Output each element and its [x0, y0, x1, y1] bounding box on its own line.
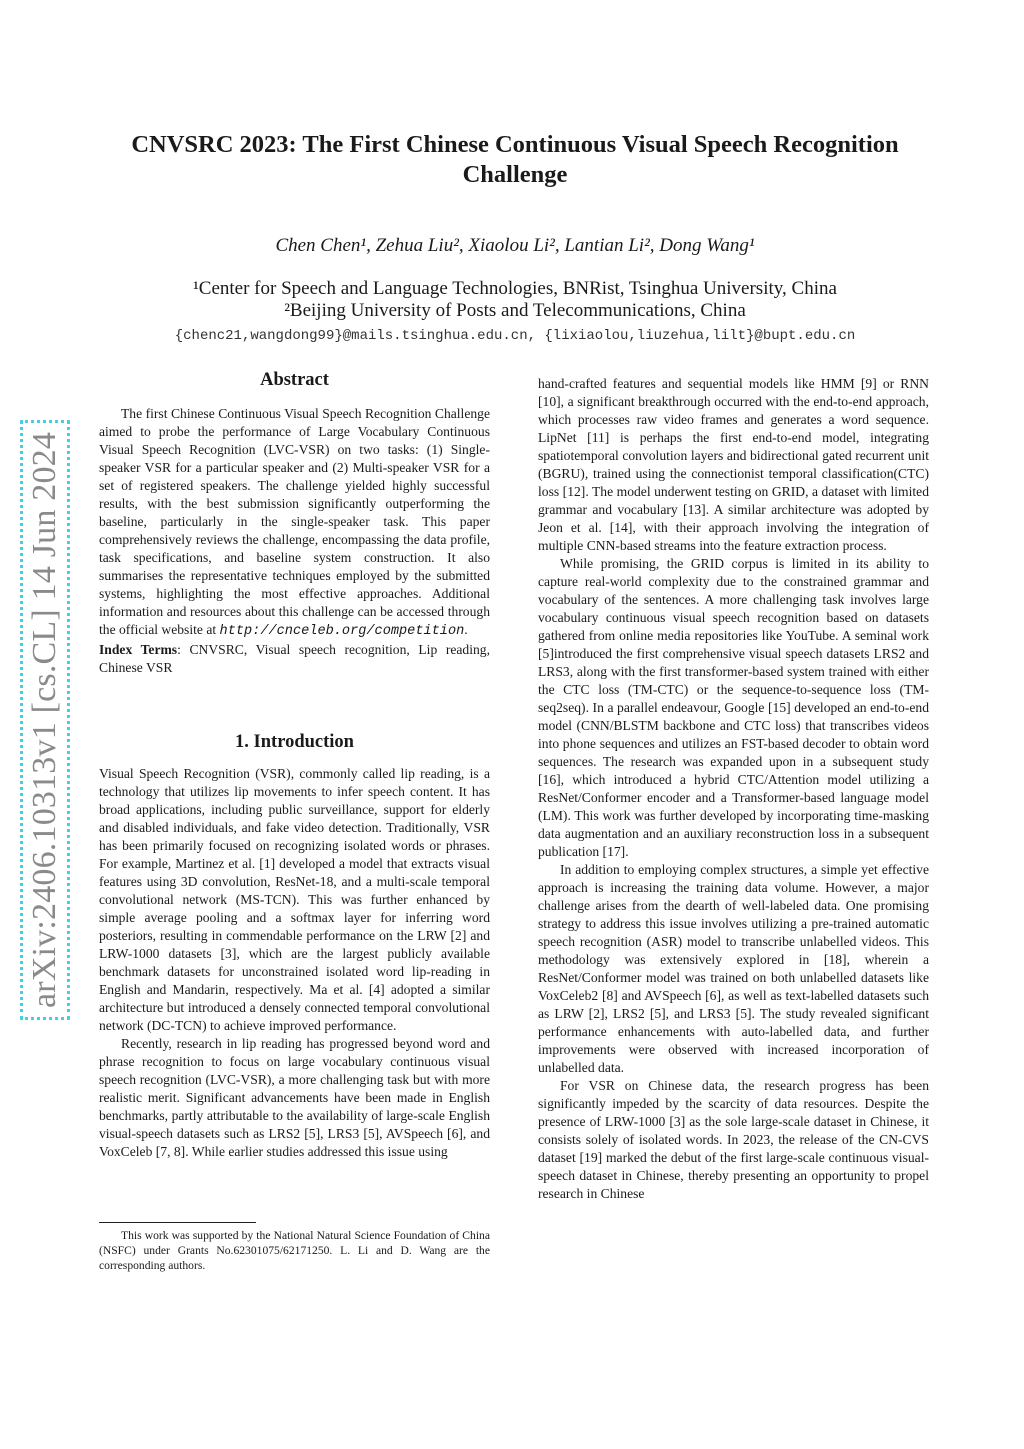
- introduction-right-column: [538, 375, 929, 1203]
- abstract-heading: Abstract: [260, 370, 329, 390]
- abstract-section: [99, 405, 490, 677]
- website-link[interactable]: http://cnceleb.org/competition: [219, 624, 465, 639]
- intro-paragraph-1: Visual Speech Recognition (VSR), commonly called lip reading, is a technology that utilizes lip movements to infer speech content. It has broad applications, including public surveillance, support for elderly and disabled individuals, and fake video detection. Traditionally, VSR has been primarily focused on recognizing isolated words or phrases. For example, Martinez et al. [1] developed a model that extracts visual features using 3D convolution, ResNet-18, and a multi-scale temporal convolutional network (MS-TCN). This was further enhanced by simple average pooling and a softmax layer for inferring word posteriors, resulting in commendable performance on the LRW [2] and LRW-1000 datasets [3], which are the largest publicly available benchmark datasets for unconstrained isolated word lip-reading in English and Mandarin, respectively. Ma et al. [4] adopted a similar architecture but introduced a densely connected temporal convolutional network (DC-TCN) to achieve improved performance.: [99, 766, 490, 1033]
- abstract-text: The first Chinese Continuous Visual Speech Recognition Challenge aimed to probe the performance of Large Vocabulary Continuous Visual Speech Recognition (LVC-VSR) on two tasks: (1) Single-speaker VSR for a particular speaker and (2) Multi-speaker VSR for a set of registered speakers. The challenge yielded highly successful results, with the best submission significantly outperforming the baseline, particularly in the single-speaker task. This paper comprehensively reviews the challenge, encompassing the data profile, task specifications, and baseline system construction. It also summarises the representative techniques employed by the submitted systems, highlighting the most effective approaches. Additional information and resources about this challenge can be accessed through the official website at: [99, 406, 490, 637]
- paper-title: CNVSRC 2023: The First Chinese Continuous Visual Speech Recognition Challenge: [131, 131, 899, 188]
- affiliation-2: ²Beijing University of Posts and Telecommunications, China: [284, 300, 746, 321]
- abstract-paragraph: [99, 405, 490, 641]
- index-terms: [99, 641, 490, 677]
- right-paragraph-3: In addition to employing complex structures, a simple yet effective approach is increasing the training data volume. However, a major challenge arises from the dearth of well-labeled data. One promising strategy to address this issue involves utilizing a pre-trained automatic speech recognition (ASR) model to transcribe unlabelled videos. This methodology was extensively explored in [18], wherein a ResNet/Conformer model was trained on both unlabelled datasets like VoxCeleb2 [8] and AVSpeech [6], as well as text-labelled datasets such as LRW [2], LRS2 [5], and LRS3 [5]. The study revealed significant performance enhancements with auto-labelled data, and further improvements were observed with increased incorporation of unlabelled data.: [538, 862, 929, 1075]
- author-emails: {chenc21,wangdong99}@mails.tsinghua.edu.cn, {lixiaolou,liuzehua,lilt}@bupt.edu.cn: [174, 328, 856, 344]
- affiliation-1: ¹Center for Speech and Language Technologies, BNRist, Tsinghua University, China: [193, 278, 837, 299]
- index-terms-label: Index Terms: [99, 642, 178, 657]
- right-paragraph-4: For VSR on Chinese data, the research progress has been significantly impeded by the scarcity of data resources. Despite the presence of LRW-1000 [3] as the sole large-scale dataset in Chinese, it consists solely of isolated words. In 2023, the release of the CN-CVS dataset [19] marked the debut of the first large-scale continuous visual-speech dataset in Chinese, thereby presenting an opportunity to propel research in Chinese: [538, 1078, 929, 1201]
- abstract-period: .: [464, 622, 468, 637]
- right-paragraph-2: While promising, the GRID corpus is limited in its ability to capture real-world complexity due to the constrained grammar and vocabulary of the sentences. A more challenging task involves large vocabulary continuous visual speech recognition based on datasets gathered from online media repositories like YouTube. A seminal work [5]introduced the first comprehensive visual speech datasets LRS2 and LRS3, along with the first transformer-based system trained with either the CTC loss (TM-CTC) or the sequence-to-sequence loss (TM-seq2seq). In a parallel endeavour, Google [15] developed an end-to-end model (CNN/BLSTM backbone and CTC loss) that transcribes videos into phone sequences and utilizes an FST-based decoder to obtain word sequences. The research was expanded upon in a subsequent study [16], which introduced a hybrid CTC/Attention model utilizing a ResNet/Conformer encoder and a Transformer-based language model (LM). This work was further developed by incorporating time-masking data augmentation and an auxiliary reconstruction loss in a subsequent publication [17].: [538, 556, 929, 859]
- introduction-left-column: [99, 765, 490, 1161]
- footnote-text: This work was supported by the National Natural Science Foundation of China (NSFC) under Grants No.62301075/62171250. L. Li and D. Wang are the corresponding authors.: [99, 1229, 490, 1272]
- right-paragraph-1: hand-crafted features and sequential models like HMM [9] or RNN [10], a significant breakthrough occurred with the end-to-end approach, which processes raw video frames and generates a word sequence. LipNet [11] is perhaps the first end-to-end model, integrating spatiotemporal convolution layers and bidirectional gated recurrent unit (BGRU), trained using the connectionist temporal classification(CTC) loss [12]. The model underwent testing on GRID, a dataset with limited grammar and vocabulary [13]. A similar architecture was adopted by Jeon et al. [14], with their approach involving the integration of multiple CNN-based streams into the feature extraction process.: [538, 376, 929, 553]
- footnote-rule: [99, 1222, 256, 1223]
- arxiv-identifier-stamp: [20, 420, 70, 1020]
- index-terms-text: : CNVSRC, Visual speech recognition, Lip reading, Chinese VSR: [99, 642, 490, 675]
- introduction-heading: 1. Introduction: [235, 732, 354, 752]
- funding-footnote: [99, 1228, 490, 1273]
- arxiv-id-text: arXiv:2406.10313v1 [cs.CL] 14 Jun 2024: [26, 431, 64, 1009]
- author-list: Chen Chen¹, Zehua Liu², Xiaolou Li², Lantian Li², Dong Wang¹: [275, 235, 755, 256]
- intro-paragraph-2: Recently, research in lip reading has progressed beyond word and phrase recognition to focus on large vocabulary continuous visual speech recognition (LVC-VSR), a more challenging task but with more realistic merit. Significant advancements have been made in English benchmarks, partly attributable to the availability of large-scale English visual-speech datasets such as LRS2 [5], LRS3 [5], AVSpeech [6], and VoxCeleb [7, 8]. While earlier studies addressed this issue using: [99, 1036, 490, 1159]
